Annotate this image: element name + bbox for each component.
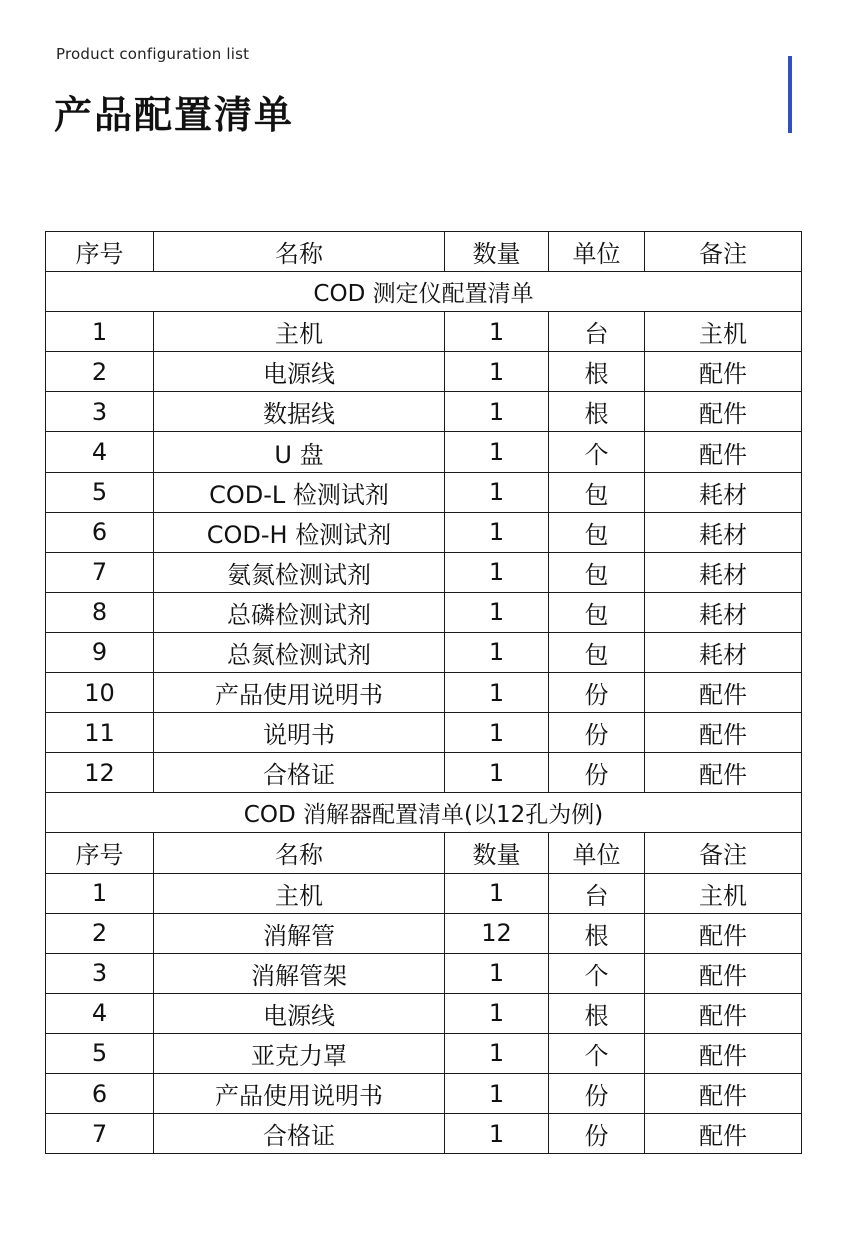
cell-index: 3 <box>46 953 154 993</box>
column-header-unit: 单位 <box>549 232 645 272</box>
column-header-quantity: 数量 <box>445 833 549 873</box>
cell-unit: 份 <box>549 753 645 793</box>
table-row <box>46 352 802 392</box>
cell-name: 总氮检测试剂 <box>154 632 445 672</box>
cell-remark: 耗材 <box>645 632 802 672</box>
cell-remark: 主机 <box>645 312 802 352</box>
cell-name: 合格证 <box>154 1114 445 1154</box>
column-header-index: 序号 <box>46 232 154 272</box>
cell-remark: 配件 <box>645 392 802 432</box>
cell-unit: 根 <box>549 392 645 432</box>
cell-quantity: 12 <box>445 913 549 953</box>
table-row <box>46 993 802 1033</box>
cell-name: 电源线 <box>154 993 445 1033</box>
table-row <box>46 432 802 472</box>
table-row <box>46 312 802 352</box>
cell-unit: 根 <box>549 913 645 953</box>
column-header-index: 序号 <box>46 833 154 873</box>
section-title-row <box>46 272 802 312</box>
cell-unit: 份 <box>549 1114 645 1154</box>
cell-index: 9 <box>46 632 154 672</box>
cell-name: 合格证 <box>154 753 445 793</box>
cell-index: 4 <box>46 993 154 1033</box>
cell-remark: 配件 <box>645 753 802 793</box>
table-row <box>46 953 802 993</box>
cell-name: COD-L 检测试剂 <box>154 472 445 512</box>
column-header-remark: 备注 <box>645 833 802 873</box>
cell-remark: 配件 <box>645 432 802 472</box>
cell-name: 产品使用说明书 <box>154 1073 445 1113</box>
cell-unit: 台 <box>549 312 645 352</box>
cell-unit: 份 <box>549 713 645 753</box>
cell-remark: 配件 <box>645 993 802 1033</box>
table-header-row <box>46 232 802 272</box>
table-row <box>46 592 802 632</box>
cell-index: 3 <box>46 392 154 432</box>
cell-unit: 根 <box>549 352 645 392</box>
table-header-row-2 <box>46 833 802 873</box>
cell-index: 8 <box>46 592 154 632</box>
cell-remark: 配件 <box>645 1073 802 1113</box>
cell-index: 12 <box>46 753 154 793</box>
cell-index: 11 <box>46 713 154 753</box>
cell-unit: 包 <box>549 512 645 552</box>
page-subtitle: Product configuration list <box>56 45 250 63</box>
table-row <box>46 913 802 953</box>
cell-unit: 包 <box>549 472 645 512</box>
cell-index: 10 <box>46 673 154 713</box>
cell-quantity: 1 <box>445 1114 549 1154</box>
cell-unit: 包 <box>549 592 645 632</box>
cell-quantity: 1 <box>445 432 549 472</box>
cell-index: 6 <box>46 1073 154 1113</box>
cell-unit: 份 <box>549 673 645 713</box>
cell-remark: 配件 <box>645 673 802 713</box>
cell-name: 氨氮检测试剂 <box>154 552 445 592</box>
cell-remark: 耗材 <box>645 592 802 632</box>
table-row <box>46 1033 802 1073</box>
table-row <box>46 1114 802 1154</box>
cell-name: 总磷检测试剂 <box>154 592 445 632</box>
cell-name: 电源线 <box>154 352 445 392</box>
column-header-name: 名称 <box>154 833 445 873</box>
cell-remark: 配件 <box>645 953 802 993</box>
cell-name: 产品使用说明书 <box>154 673 445 713</box>
cell-index: 5 <box>46 1033 154 1073</box>
cell-unit: 个 <box>549 953 645 993</box>
cell-remark: 耗材 <box>645 472 802 512</box>
cell-unit: 份 <box>549 1073 645 1113</box>
cell-name: COD-H 检测试剂 <box>154 512 445 552</box>
cell-quantity: 1 <box>445 873 549 913</box>
table-row <box>46 713 802 753</box>
section-title-row <box>46 793 802 833</box>
cell-index: 5 <box>46 472 154 512</box>
table-row <box>46 552 802 592</box>
table-row <box>46 512 802 552</box>
cell-quantity: 1 <box>445 592 549 632</box>
cell-quantity: 1 <box>445 632 549 672</box>
table-row <box>46 472 802 512</box>
cell-index: 2 <box>46 913 154 953</box>
column-header-remark: 备注 <box>645 232 802 272</box>
cell-quantity: 1 <box>445 472 549 512</box>
cell-quantity: 1 <box>445 753 549 793</box>
cell-quantity: 1 <box>445 1033 549 1073</box>
cell-name: 消解管 <box>154 913 445 953</box>
cell-quantity: 1 <box>445 713 549 753</box>
cell-unit: 台 <box>549 873 645 913</box>
cell-unit: 个 <box>549 1033 645 1073</box>
accent-bar <box>788 56 792 133</box>
cell-remark: 耗材 <box>645 552 802 592</box>
table-row <box>46 392 802 432</box>
cell-quantity: 1 <box>445 953 549 993</box>
cell-index: 2 <box>46 352 154 392</box>
cell-quantity: 1 <box>445 993 549 1033</box>
cell-unit: 个 <box>549 432 645 472</box>
section-title: COD 测定仪配置清单 <box>46 272 802 312</box>
cell-remark: 配件 <box>645 913 802 953</box>
cell-index: 7 <box>46 552 154 592</box>
table-body <box>46 232 802 1154</box>
cell-name: 主机 <box>154 312 445 352</box>
cell-remark: 主机 <box>645 873 802 913</box>
cell-remark: 耗材 <box>645 512 802 552</box>
cell-remark: 配件 <box>645 713 802 753</box>
table-row <box>46 673 802 713</box>
column-header-unit: 单位 <box>549 833 645 873</box>
cell-unit: 包 <box>549 552 645 592</box>
cell-quantity: 1 <box>445 552 549 592</box>
cell-name: 数据线 <box>154 392 445 432</box>
cell-quantity: 1 <box>445 1073 549 1113</box>
column-header-quantity: 数量 <box>445 232 549 272</box>
cell-remark: 配件 <box>645 352 802 392</box>
cell-index: 7 <box>46 1114 154 1154</box>
cell-unit: 包 <box>549 632 645 672</box>
table-row <box>46 632 802 672</box>
cell-index: 6 <box>46 512 154 552</box>
section-title: COD 消解器配置清单(以12孔为例) <box>46 793 802 833</box>
cell-name: 亚克力罩 <box>154 1033 445 1073</box>
cell-index: 1 <box>46 873 154 913</box>
cell-name: 说明书 <box>154 713 445 753</box>
column-header-name: 名称 <box>154 232 445 272</box>
cell-name: U 盘 <box>154 432 445 472</box>
cell-unit: 根 <box>549 993 645 1033</box>
page-title: 产品配置清单 <box>54 93 295 137</box>
cell-quantity: 1 <box>445 312 549 352</box>
table-row <box>46 753 802 793</box>
cell-name: 消解管架 <box>154 953 445 993</box>
cell-quantity: 1 <box>445 673 549 713</box>
cell-quantity: 1 <box>445 392 549 432</box>
cell-name: 主机 <box>154 873 445 913</box>
cell-index: 4 <box>46 432 154 472</box>
table-row <box>46 1073 802 1113</box>
cell-quantity: 1 <box>445 512 549 552</box>
config-table <box>45 231 802 1154</box>
table-row <box>46 873 802 913</box>
cell-quantity: 1 <box>445 352 549 392</box>
cell-remark: 配件 <box>645 1114 802 1154</box>
cell-index: 1 <box>46 312 154 352</box>
cell-remark: 配件 <box>645 1033 802 1073</box>
